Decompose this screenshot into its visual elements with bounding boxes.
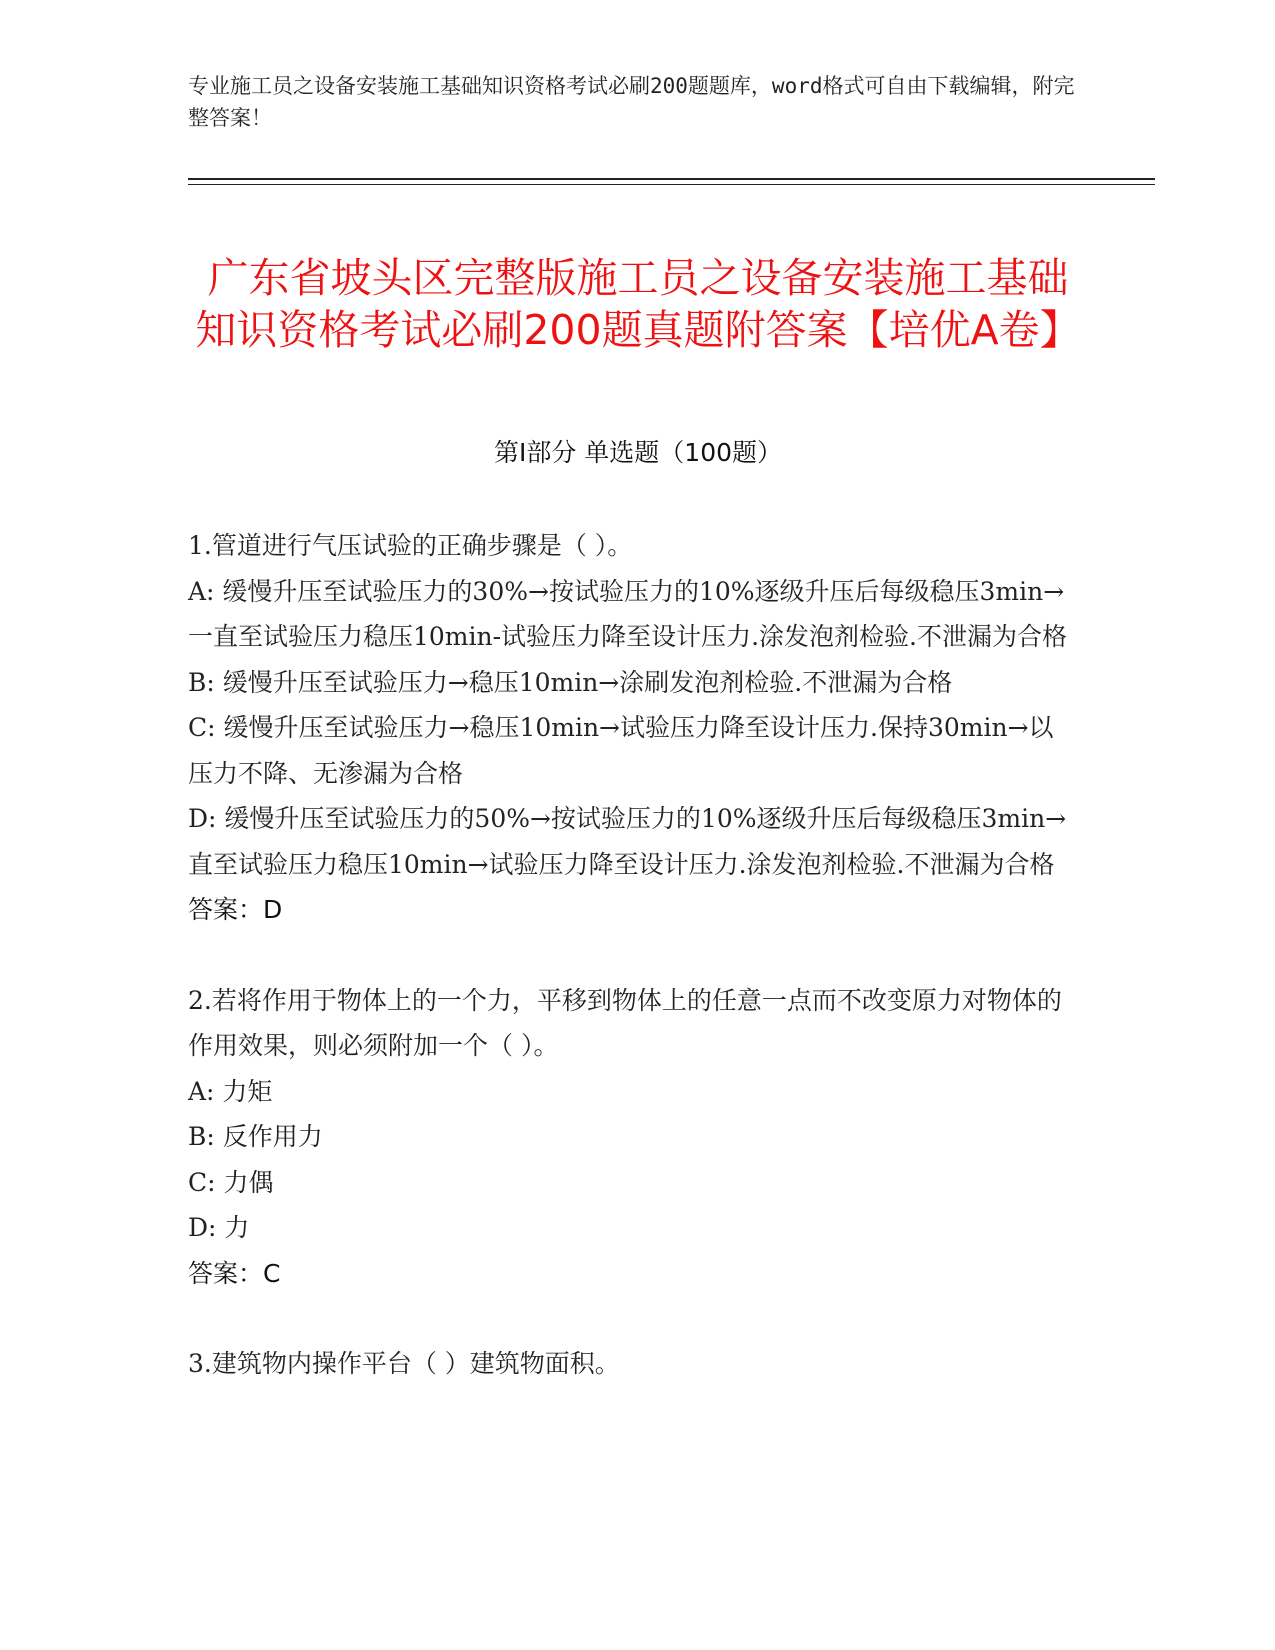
option-c: C: 缓慢升压至试验压力→稳压10min→试验压力降至设计压力.保持30min→以压力不降、无渗漏为合格	[188, 713, 1054, 788]
option-d: D: 力	[188, 1213, 250, 1242]
header-divider-thin	[188, 184, 1155, 185]
question-stem: 3.建筑物内操作平台（ ）建筑物面积。	[188, 1349, 620, 1378]
question-1	[188, 523, 1078, 933]
header-divider-thick	[188, 178, 1155, 180]
question-stem: 1.管道进行气压试验的正确步骤是（ ）。	[188, 531, 633, 560]
option-a: A: 缓慢升压至试验压力的30%→按试验压力的10%逐级升压后每级稳压3min→一直至试验压力稳压10min-试验压力降至设计压力.涂发泡剂检验.不泄漏为合格	[188, 576, 1067, 651]
option-b: B: 反作用力	[188, 1122, 323, 1151]
option-d: D: 缓慢升压至试验压力的50%→按试验压力的10%逐级升压后每级稳压3min→直至试验压力稳压10min→试验压力降至设计压力.涂发泡剂检验.不泄漏为合格	[188, 804, 1067, 879]
question-2	[188, 978, 1078, 1297]
section-heading: 第I部分 单选题（100题）	[493, 438, 783, 467]
option-b: B: 缓慢升压至试验压力→稳压10min→涂刷发泡剂检验.不泄漏为合格	[188, 667, 953, 697]
header-note: 专业施工员之设备安装施工基础知识资格考试必刷200题题库，word格式可自由下载编辑，附完整答案！	[188, 74, 1075, 130]
option-a: A: 力矩	[188, 1076, 273, 1106]
option-c: C: 力偶	[188, 1167, 274, 1197]
document-title: 广东省坡头区完整版施工员之设备安装施工基础知识资格考试必刷200题真题附答案【培优A卷】	[195, 254, 1081, 355]
answer: 答案：C	[188, 1258, 281, 1288]
question-3	[188, 1341, 1078, 1387]
question-list	[188, 523, 1078, 1432]
answer: 答案：D	[188, 895, 283, 924]
question-stem: 2.若将作用于物体上的一个力，平移到物体上的任意一点而不改变原力对物体的作用效果，则必须附加一个（ ）。	[188, 985, 1062, 1060]
